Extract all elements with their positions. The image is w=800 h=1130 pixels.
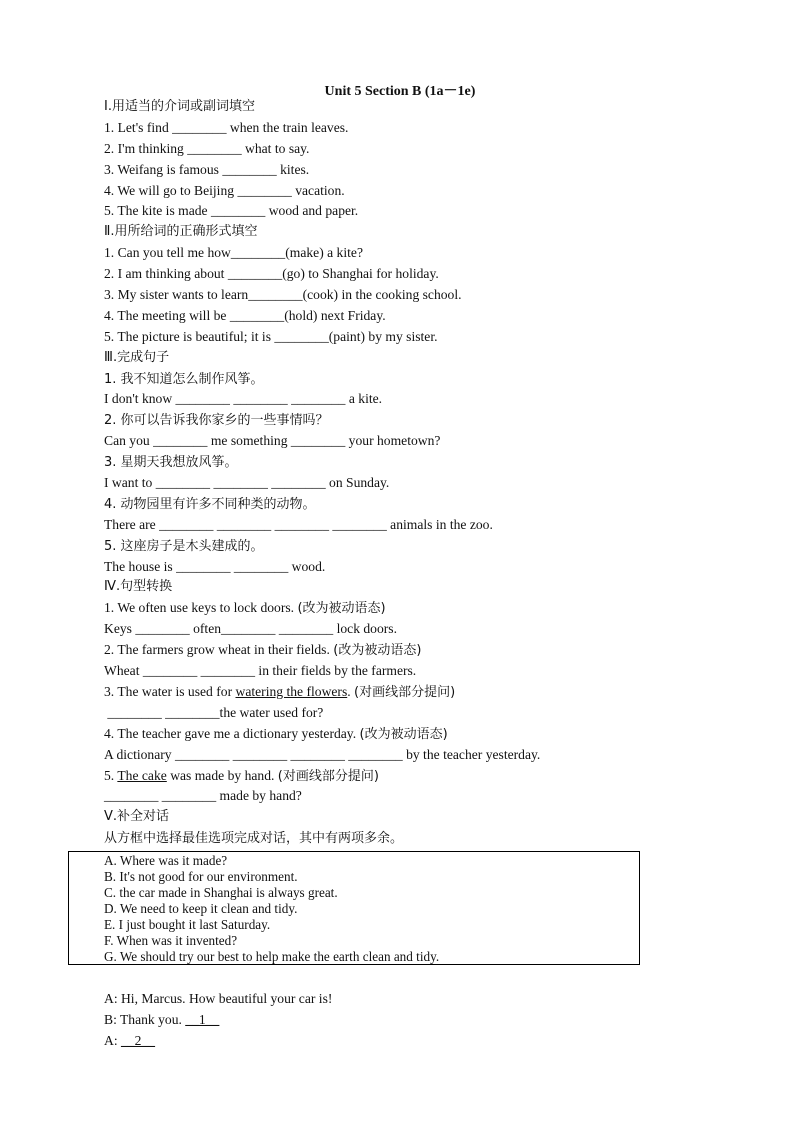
question-line xyxy=(104,766,664,787)
question-line xyxy=(104,515,664,536)
question-line xyxy=(104,327,664,348)
text-segment: Keys ________ often________ ________ lock doors. xyxy=(104,621,397,637)
text-segment: A dictionary ________ ________ ________ ________ by the teacher yesterday. xyxy=(104,746,541,762)
underlined-text: __2__ xyxy=(121,1033,155,1048)
section-heading: Ⅰ.用适当的介词或副词填空 xyxy=(104,99,255,114)
chinese-text: (对画线部分提问) xyxy=(354,684,456,700)
question-line xyxy=(104,536,664,557)
underlined-text: __1__ xyxy=(185,1012,220,1027)
options-box xyxy=(68,851,640,965)
text-segment: Wheat ________ ________ in their fields by the farmers. xyxy=(104,663,417,679)
chinese-text: (改为被动语态) xyxy=(359,726,448,742)
dialogue xyxy=(104,988,664,1051)
text-segment: 5. The kite is made ________ wood and paper. xyxy=(104,203,359,219)
question-line xyxy=(104,557,664,578)
text-segment: 1. Can you tell me how________(make) a kite? xyxy=(104,245,363,261)
question-line xyxy=(104,452,664,473)
text-segment: B: Thank you. xyxy=(104,1012,186,1027)
question-line xyxy=(104,494,664,515)
text-segment: A: Hi, Marcus. How beautiful your car is! xyxy=(104,991,333,1006)
text-segment: The house is ________ ________ wood. xyxy=(104,558,326,574)
chinese-text: 1. 我不知道怎么制作风筝。 xyxy=(104,371,264,387)
option-item: E. I just bought it last Saturday. xyxy=(104,917,271,932)
text-segment: There are ________ ________ ________ ________ animals in the zoo. xyxy=(104,516,493,532)
question-line xyxy=(104,786,664,807)
question-line xyxy=(104,682,664,703)
question-line xyxy=(104,139,664,160)
chinese-text: 从方框中选择最佳选项完成对话，其中有两项多余。 xyxy=(104,831,404,847)
underlined-text: The cake xyxy=(117,767,167,783)
text-segment: ________ ________ made by hand? xyxy=(104,788,302,804)
question-line xyxy=(104,598,664,619)
text-segment: 3. Weifang is famous ________ kites. xyxy=(104,161,310,177)
text-segment: 3. My sister wants to learn________(cook) in the cooking school. xyxy=(104,287,462,303)
dialogue-line xyxy=(104,1009,664,1030)
question-line xyxy=(104,264,664,285)
option-item: D. We need to keep it clean and tidy. xyxy=(104,901,298,916)
text-segment: 5. The picture is beautiful; it is ________(paint) by my sister. xyxy=(104,328,438,344)
question-line xyxy=(104,431,664,452)
text-segment: 1. Let's find ________ when the train leaves. xyxy=(104,119,349,135)
section-heading: Ⅱ.用所给词的正确形式填空 xyxy=(104,224,258,240)
question-line xyxy=(104,724,664,745)
question-line xyxy=(104,243,664,264)
text-segment: I don't know ________ ________ ________ a kite. xyxy=(104,391,383,407)
text-segment: 5. xyxy=(104,767,118,783)
option-item: A. Where was it made? xyxy=(104,853,228,868)
question-line xyxy=(104,473,664,494)
option-item: G. We should try our best to help make the earth clean and tidy. xyxy=(104,949,440,964)
text-segment: was made by hand. xyxy=(166,767,278,783)
question-line xyxy=(104,745,664,766)
chinese-text: (改为被动语态) xyxy=(333,643,422,659)
question-line xyxy=(104,828,664,849)
question-line xyxy=(104,369,664,390)
chinese-text: 3. 星期天我想放风筝。 xyxy=(104,455,238,471)
section-heading: Ⅳ.句型转换 xyxy=(104,579,173,595)
chinese-text: 5. 这座房子是木头建成的。 xyxy=(104,538,264,554)
question-line xyxy=(104,619,664,640)
question-line xyxy=(104,661,664,682)
question-line xyxy=(104,389,664,410)
text-segment: A: xyxy=(104,1033,121,1048)
question-line xyxy=(104,181,664,202)
text-segment: ________ ________the water used for? xyxy=(104,704,324,720)
text-segment: 2. The farmers grow wheat in their fields. xyxy=(104,642,334,658)
page-title: Unit 5 Section B (1a－1e) xyxy=(324,84,476,99)
question-line xyxy=(104,201,664,222)
text-segment: 4. The teacher gave me a dictionary yesterday. xyxy=(104,725,360,741)
question-line xyxy=(104,640,664,661)
text-segment: I want to ________ ________ ________ on Sunday. xyxy=(104,475,390,491)
question-line xyxy=(104,118,664,139)
text-segment: 4. The meeting will be ________(hold) next Friday. xyxy=(104,307,386,323)
chinese-text: (对画线部分提问) xyxy=(277,768,379,784)
text-segment: 2. I'm thinking ________ what to say. xyxy=(104,140,310,156)
question-line xyxy=(104,285,664,306)
text-segment: 1. We often use keys to lock doors. xyxy=(104,600,298,616)
text-segment: 2. I am thinking about ________(go) to Shanghai for holiday. xyxy=(104,266,439,282)
text-segment: Can you ________ me something ________ your hometown? xyxy=(104,433,441,449)
text-segment: 3. The water is used for xyxy=(104,683,236,699)
exercise-sections xyxy=(104,97,664,849)
text-segment: . xyxy=(347,683,355,699)
text-segment: 4. We will go to Beijing ________ vacation. xyxy=(104,182,345,198)
chinese-text: 2. 你可以告诉我你家乡的一些事情吗？ xyxy=(104,413,329,429)
question-line xyxy=(104,306,664,327)
option-item: B. It's not good for our environment. xyxy=(104,869,298,884)
question-line xyxy=(104,703,664,724)
underlined-text: watering the flowers xyxy=(235,683,348,699)
section-heading: Ⅴ.补全对话 xyxy=(104,809,170,825)
option-item: F. When was it invented? xyxy=(104,933,238,948)
section-heading: Ⅲ.完成句子 xyxy=(104,349,170,365)
chinese-text: (改为被动语态) xyxy=(297,601,386,617)
dialogue-line xyxy=(104,988,664,1009)
question-line xyxy=(104,410,664,431)
question-line xyxy=(104,160,664,181)
chinese-text: 4. 动物园里有许多不同种类的动物。 xyxy=(104,496,316,512)
option-item: C. the car made in Shanghai is always great. xyxy=(104,885,338,900)
dialogue-line xyxy=(104,1030,664,1051)
